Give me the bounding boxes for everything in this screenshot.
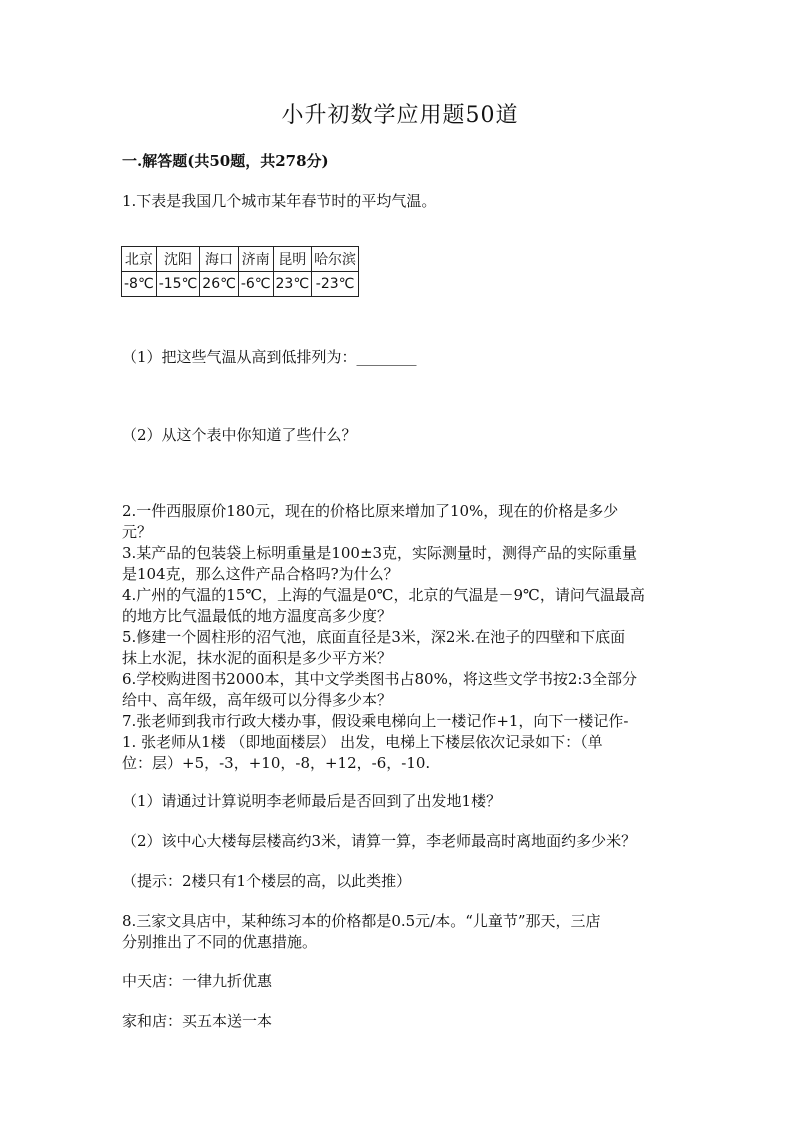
table-cell: -8℃ — [122, 272, 157, 297]
q3-line-2: 是104克，那么这件产品合格吗?为什么？ — [122, 565, 399, 583]
table-cell: 海口 — [200, 247, 239, 272]
q7-sub2: （2）该中心大楼每层楼高约3米，请算一算，李老师最高时离地面约多少米？ — [122, 832, 637, 850]
table-cell: -6℃ — [238, 272, 273, 297]
q6-line-2: 给中、高年级，高年级可以分得多少本？ — [122, 691, 393, 709]
q8-store-2: 家和店：买五本送一本 — [122, 1012, 273, 1030]
table-cell: 沈阳 — [156, 247, 200, 272]
q2-line-2: 元？ — [122, 523, 153, 541]
page-title: 小升初数学应用题50道 — [281, 103, 519, 128]
table-cell: 昆明 — [273, 247, 312, 272]
q6-line-1: 6.学校购进图书2000本，其中文学类图书占80%，将这些文学书按2:3全部分 — [122, 670, 637, 688]
q7-line-3: 位：层）+5，-3，+10，-8，+12，-6，-10. — [122, 754, 431, 772]
q7-hint: （提示：2楼只有1个楼层的高，以此类推） — [122, 872, 412, 890]
q8-line-2: 分别推出了不同的优惠措施。 — [122, 933, 318, 951]
q7-line-1: 7.张老师到我市行政大楼办事，假设乘电梯向上一楼记作+1，向下一楼记作- — [122, 712, 629, 730]
q4-line-2: 的地方比气温最低的地方温度高多少度？ — [122, 607, 393, 625]
table-cell: 北京 — [122, 247, 157, 272]
q3-line-1: 3.某产品的包装袋上标明重量是100±3克，实际测量时，测得产品的实际重量 — [122, 544, 638, 562]
q7-sub1: （1）请通过计算说明李老师最后是否回到了出发地1楼？ — [122, 792, 502, 810]
table-row-temps — [122, 272, 359, 297]
q5-line-1: 5.修建一个圆柱形的沼气池，底面直径是3米，深2米.在池子的四壁和下底面 — [122, 628, 626, 646]
table-cell: -15℃ — [156, 272, 200, 297]
q1-sub2: （2）从这个表中你知道了些什么？ — [122, 426, 357, 444]
section-heading: 一.解答题(共50题，共278分) — [122, 152, 329, 170]
table-cell: 26℃ — [200, 272, 239, 297]
q8-line-1: 8.三家文具店中，某种练习本的价格都是0.5元/本。“儿童节”那天，三店 — [122, 912, 601, 930]
q1-sub1: （1）把这些气温从高到低排列为：________ — [122, 348, 417, 366]
q4-line-1: 4.广州的气温的15℃，上海的气温是0℃，北京的气温是－9℃，请问气温最高 — [122, 586, 645, 604]
q1-text: 1.下表是我国几个城市某年春节时的平均气温。 — [122, 192, 437, 210]
table-cell: 济南 — [238, 247, 273, 272]
table-cell: 23℃ — [273, 272, 312, 297]
temperature-table — [121, 246, 359, 297]
q7-line-2: 1. 张老师从1楼 （即地面楼层） 出发，电梯上下楼层依次记录如下：（单 — [122, 733, 603, 751]
table-row-cities — [122, 247, 359, 272]
table-cell: 哈尔滨 — [312, 247, 359, 272]
table-cell: -23℃ — [312, 272, 359, 297]
q5-line-2: 抹上水泥，抹水泥的面积是多少平方米？ — [122, 649, 393, 667]
q2-line-1: 2.一件西服原价180元，现在的价格比原来增加了10%，现在的价格是多少 — [122, 502, 619, 520]
q8-store-1: 中天店：一律九折优惠 — [122, 972, 273, 990]
